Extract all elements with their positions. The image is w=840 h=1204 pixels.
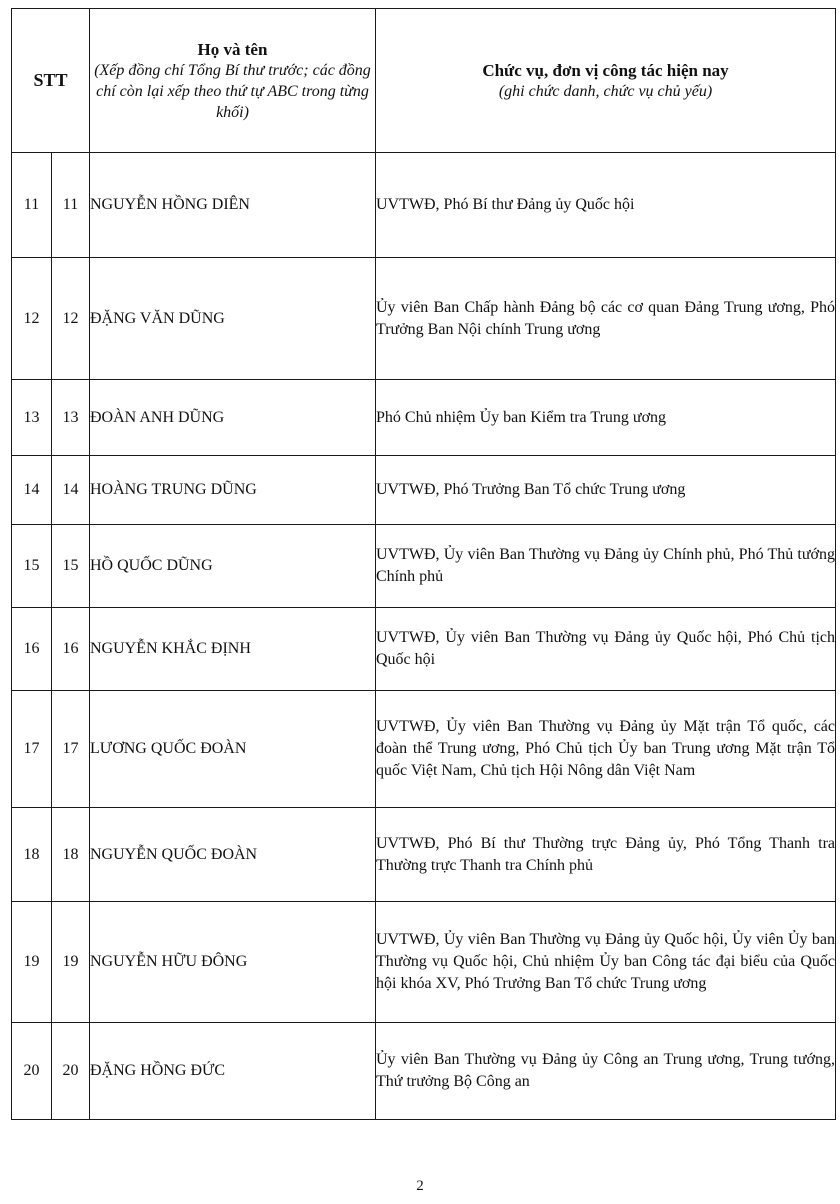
table-row xyxy=(12,691,836,808)
position-header xyxy=(376,9,836,153)
stt-sub-cell: 14 xyxy=(52,456,90,525)
stt-sub-cell: 18 xyxy=(52,808,90,902)
position-cell: UVTWĐ, Phó Bí thư Thường trực Đảng ủy, Phó Tổng Thanh tra Thường trực Thanh tra Chính phủ xyxy=(376,808,836,902)
stt-sub-cell: 11 xyxy=(52,153,90,258)
table-row xyxy=(12,608,836,691)
stt-cell: 14 xyxy=(12,456,52,525)
name-header xyxy=(90,9,376,153)
stt-cell: 20 xyxy=(12,1023,52,1120)
position-cell: UVTWĐ, Phó Bí thư Đảng ủy Quốc hội xyxy=(376,153,836,258)
personnel-table xyxy=(11,8,836,1120)
position-cell: UVTWĐ, Ủy viên Ban Thường vụ Đảng ủy Mặt trận Tổ quốc, các đoàn thể Trung ương, Phó Chủ tịch Ủy ban Trung ương Mặt trận Tổ quốc Việt Nam, Chủ tịch Hội Nông dân Việt Nam xyxy=(376,691,836,808)
position-cell: Ủy viên Ban Thường vụ Đảng ủy Công an Trung ương, Trung tướng, Thứ trưởng Bộ Công an xyxy=(376,1023,836,1120)
table-row xyxy=(12,258,836,380)
name-cell: NGUYỄN HỒNG DIÊN xyxy=(90,153,376,258)
name-cell: HỒ QUỐC DŨNG xyxy=(90,525,376,608)
stt-sub-cell: 15 xyxy=(52,525,90,608)
stt-sub-cell: 12 xyxy=(52,258,90,380)
name-cell: ĐOÀN ANH DŨNG xyxy=(90,380,376,456)
table-header-row xyxy=(12,9,836,153)
stt-cell: 16 xyxy=(12,608,52,691)
position-cell: UVTWĐ, Ủy viên Ban Thường vụ Đảng ủy Quốc hội, Phó Chủ tịch Quốc hội xyxy=(376,608,836,691)
stt-cell: 13 xyxy=(12,380,52,456)
stt-sub-cell: 17 xyxy=(52,691,90,808)
name-cell: NGUYỄN QUỐC ĐOÀN xyxy=(90,808,376,902)
stt-sub-cell: 19 xyxy=(52,902,90,1023)
table-row xyxy=(12,525,836,608)
name-header-note: (Xếp đồng chí Tổng Bí thư trước; các đồng chí còn lại xếp theo thứ tự ABC trong từng khối) xyxy=(94,61,371,121)
table-row xyxy=(12,1023,836,1120)
name-cell: ĐẶNG VĂN DŨNG xyxy=(90,258,376,380)
stt-sub-cell: 13 xyxy=(52,380,90,456)
stt-sub-cell: 20 xyxy=(52,1023,90,1120)
stt-sub-cell: 16 xyxy=(52,608,90,691)
stt-cell: 15 xyxy=(12,525,52,608)
position-cell: UVTWĐ, Ủy viên Ban Thường vụ Đảng ủy Quốc hội, Ủy viên Ủy ban Thường vụ Quốc hội, Chủ nhiệm Ủy ban Công tác đại biểu của Quốc hội khóa XV, Phó Trưởng Ban Tổ chức Trung ương xyxy=(376,902,836,1023)
name-cell: LƯƠNG QUỐC ĐOÀN xyxy=(90,691,376,808)
stt-cell: 19 xyxy=(12,902,52,1023)
name-cell: NGUYỄN HỮU ĐÔNG xyxy=(90,902,376,1023)
position-cell: Phó Chủ nhiệm Ủy ban Kiểm tra Trung ương xyxy=(376,380,836,456)
page-number: 2 xyxy=(416,1178,424,1194)
table-row xyxy=(12,902,836,1023)
stt-cell: 12 xyxy=(12,258,52,380)
stt-cell: 11 xyxy=(12,153,52,258)
name-cell: HOÀNG TRUNG DŨNG xyxy=(90,456,376,525)
name-header-title: Họ và tên xyxy=(197,39,268,59)
position-cell: UVTWĐ, Ủy viên Ban Thường vụ Đảng ủy Chính phủ, Phó Thủ tướng Chính phủ xyxy=(376,525,836,608)
stt-header: STT xyxy=(12,9,90,153)
position-header-note: (ghi chức danh, chức vụ chủ yếu) xyxy=(498,82,713,100)
name-cell: NGUYỄN KHẮC ĐỊNH xyxy=(90,608,376,691)
table-row xyxy=(12,456,836,525)
position-cell: Ủy viên Ban Chấp hành Đảng bộ các cơ quan Đảng Trung ương, Phó Trưởng Ban Nội chính Trung ương xyxy=(376,258,836,380)
position-header-title: Chức vụ, đơn vị công tác hiện nay xyxy=(482,60,729,80)
position-cell: UVTWĐ, Phó Trưởng Ban Tổ chức Trung ương xyxy=(376,456,836,525)
table-row xyxy=(12,380,836,456)
stt-cell: 18 xyxy=(12,808,52,902)
table-row xyxy=(12,808,836,902)
table-row xyxy=(12,153,836,258)
stt-cell: 17 xyxy=(12,691,52,808)
name-cell: ĐẶNG HỒNG ĐỨC xyxy=(90,1023,376,1120)
